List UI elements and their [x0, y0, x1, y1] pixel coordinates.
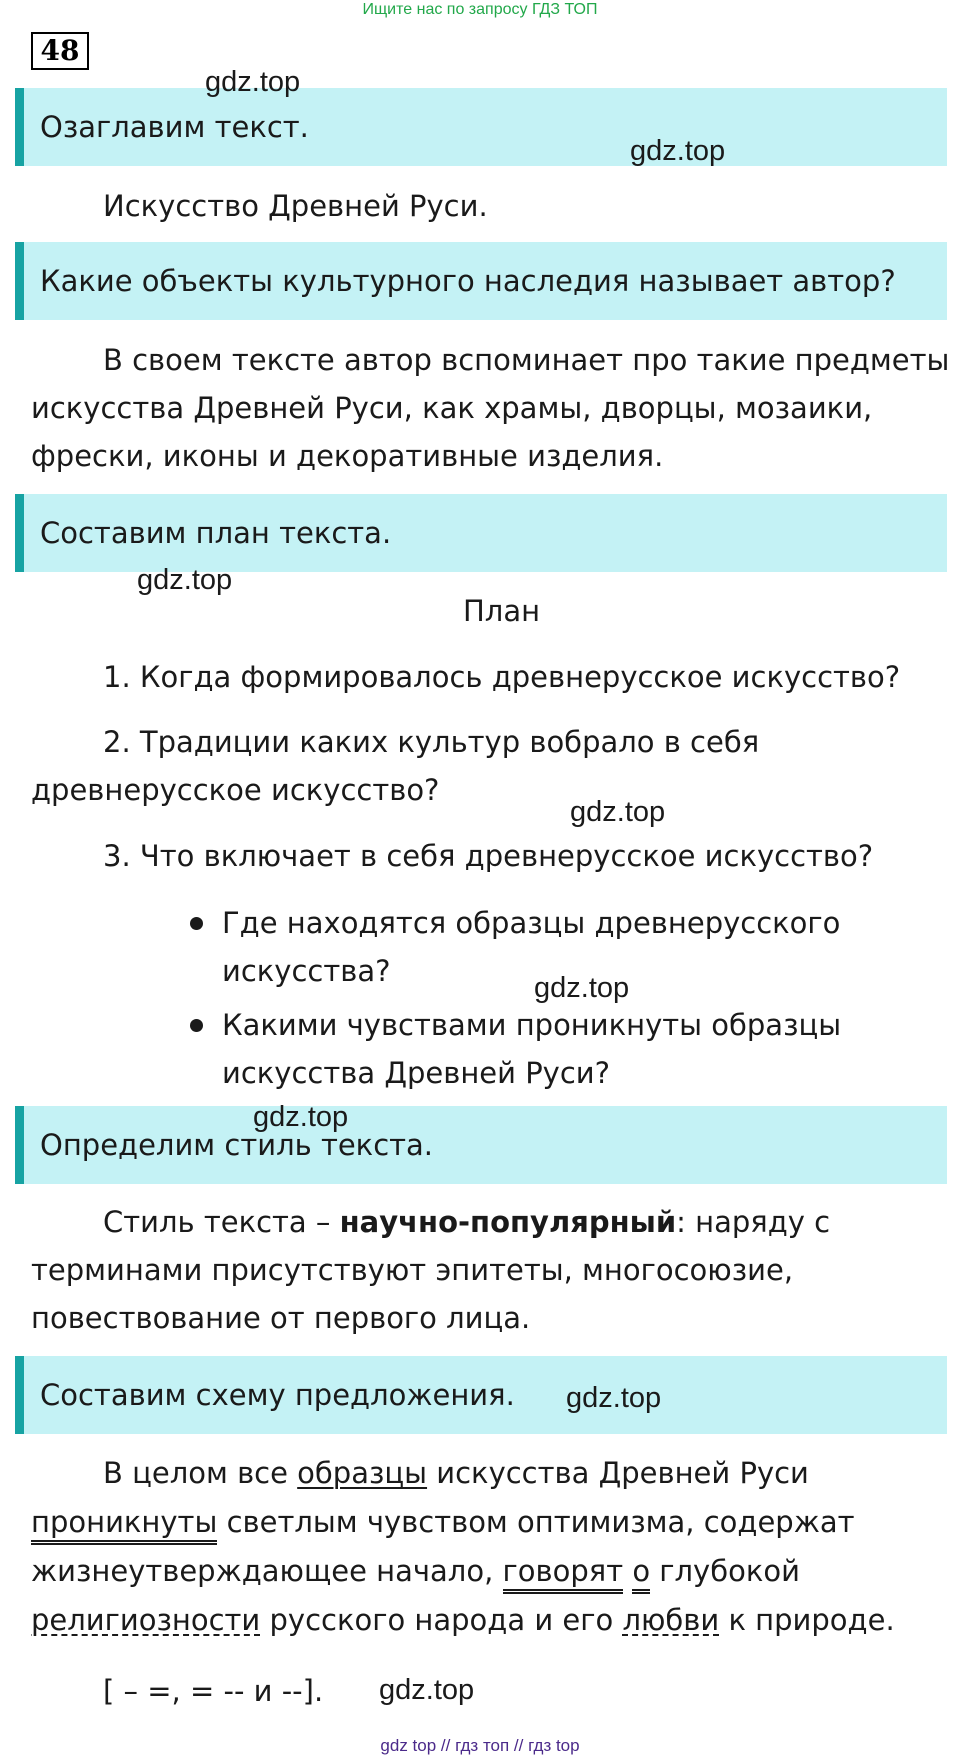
heading-heritage: Какие объекты культурного наследия называет автор? — [40, 264, 896, 298]
scheme-line-2 — [31, 1504, 854, 1540]
plan-sub-2-line-2: искусства Древней Руси? — [222, 1056, 611, 1090]
sentence-text: глубокой — [650, 1554, 800, 1588]
sentence-text: жизнеутверждающее начало, — [31, 1554, 503, 1588]
heading-band-style — [15, 1106, 947, 1184]
watermark: gdz.top — [534, 972, 630, 1004]
heading-title: Озаглавим текст. — [40, 110, 309, 144]
scheme-line-4 — [31, 1602, 895, 1638]
object-word: любви — [622, 1603, 720, 1637]
subject-word: образцы — [297, 1456, 428, 1490]
sentence-text: к природе. — [719, 1603, 895, 1637]
predicate-word: проникнуты — [31, 1505, 217, 1545]
style-line-2: терминами присутствуют эпитеты, многосоюзие, — [31, 1253, 794, 1287]
plan-item-1: 1. Когда формировалось древнерусское искусство? — [103, 660, 901, 694]
predicate-word: говорят — [503, 1554, 624, 1594]
watermark: gdz.top — [379, 1674, 475, 1706]
heading-band-heritage — [15, 242, 947, 320]
plan-item-2-line-2: древнерусское искусство? — [31, 773, 440, 807]
plan-sub-1-line-1: Где находятся образцы древнерусского — [222, 906, 841, 940]
object-word: религиозности — [31, 1603, 261, 1637]
bullet-icon — [190, 917, 203, 930]
top-banner: Ищите нас по запросу ГДЗ ТОП — [362, 1, 598, 18]
style-text: Стиль текста – — [103, 1205, 340, 1239]
heritage-line-3: фрески, иконы и декоративные изделия. — [31, 439, 664, 473]
plan-sub-1-line-2: искусства? — [222, 954, 391, 988]
plan-title: План — [463, 594, 541, 628]
heading-band-scheme — [15, 1356, 947, 1434]
watermark: gdz.top — [205, 66, 301, 98]
heritage-line-1: В своем тексте автор вспоминает про такие предметы — [103, 343, 950, 377]
watermark: gdz.top — [253, 1101, 349, 1133]
style-line-1 — [103, 1204, 830, 1240]
preposition-word: о — [632, 1554, 650, 1594]
style-text: : наряду с — [676, 1205, 831, 1239]
heading-band-title — [15, 88, 947, 166]
plan-item-2-line-1: 2. Традиции каких культур вобрало в себя — [103, 725, 760, 759]
sentence-text: В целом все — [103, 1456, 298, 1490]
heading-style: Определим стиль текста. — [40, 1128, 434, 1162]
style-name: научно-популярный — [339, 1205, 677, 1239]
heritage-line-2: искусства Древней Руси, как храмы, дворцы, мозаики, — [31, 391, 873, 425]
style-line-3: повествование от первого лица. — [31, 1301, 531, 1335]
sentence-text — [623, 1554, 632, 1588]
bullet-icon — [190, 1019, 203, 1032]
scheme-line-1 — [103, 1455, 809, 1491]
watermark: gdz.top — [570, 796, 666, 828]
footer: gdz top // гдз топ // гдз top — [380, 1736, 580, 1755]
watermark: gdz.top — [566, 1382, 662, 1414]
plan-item-3: 3. Что включает в себя древнерусское искусство? — [103, 839, 874, 873]
watermark: gdz.top — [137, 564, 233, 596]
heading-scheme: Составим схему предложения. — [40, 1378, 515, 1412]
heading-plan: Составим план текста. — [40, 516, 392, 550]
sentence-text: русского народа и его — [260, 1603, 623, 1637]
task-number: 48 — [31, 32, 89, 70]
watermark: gdz.top — [630, 135, 726, 167]
heading-band-plan — [15, 494, 947, 572]
sentence-text: искусства Древней Руси — [427, 1456, 809, 1490]
scheme-line-3 — [31, 1553, 800, 1589]
plan-sub-2-line-1: Какими чувствами проникнуты образцы — [222, 1008, 842, 1042]
sentence-text: светлым чувством оптимизма, содержат — [217, 1505, 855, 1539]
answer-title: Искусство Древней Руси. — [103, 189, 488, 223]
scheme-formula: [ – =, = -- и --]. — [103, 1674, 324, 1708]
